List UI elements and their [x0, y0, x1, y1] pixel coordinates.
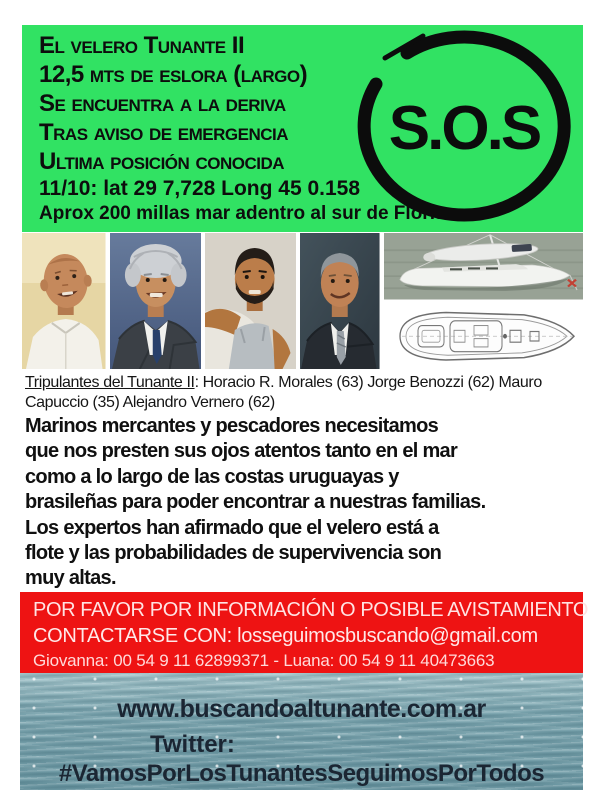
twitter-label: Twitter: [150, 731, 235, 758]
appeal-line: Los expertos han afirmado que el velero está a [25, 516, 439, 539]
alert-banner [22, 25, 583, 232]
crew-photo-3 [205, 233, 296, 369]
crew-caption-names: : Horacio R. Morales (63) Jorge Benozzi (62) Mauro Capuccio (35) Alejandro Vernero (62) [25, 374, 542, 411]
sea-footer [20, 673, 583, 790]
appeal-line: que nos presten sus ojos atentos tanto en el mar [25, 440, 458, 463]
appeal-line: Marinos mercantes y pescadores necesitamos [25, 415, 439, 437]
sos-ring-icon [353, 27, 575, 225]
crew-photo-1 [22, 233, 106, 369]
approx-distance-line: Aprox 200 millas mar adentro al sur de Floria [39, 203, 446, 224]
crew-caption-lead: Tripulantes del Tunante II [25, 374, 195, 391]
alert-headline-line: 12,5 mts de eslora (largo) [39, 61, 308, 88]
alert-headline [39, 31, 446, 226]
crew-photo-2 [110, 233, 201, 369]
last-position-line: 11/10: lat 29 7,728 Long 45 0.158 [39, 177, 361, 200]
contact-banner [20, 592, 588, 673]
crew-photo-row [22, 233, 583, 369]
appeal-line: muy altas. [25, 567, 116, 590]
alert-headline-line: Tras aviso de emergencia [39, 119, 289, 146]
boat-deck-plan [384, 303, 583, 370]
appeal-text [25, 414, 590, 592]
sailboat-photo [384, 233, 583, 300]
alert-headline-line: El velero Tunante II [39, 32, 245, 59]
alert-headline-line: Ultima posición conocida [39, 148, 285, 175]
sos-badge [353, 27, 575, 225]
campaign-hashtag: #VamosPorLosTunantesSeguimosPorTodos [58, 760, 545, 787]
alert-headline-line: Se encuentra a la deriva [39, 90, 286, 117]
crew-photo-4 [300, 233, 380, 369]
contact-phones-line: Giovanna: 00 54 9 11 62899371 - Luana: 00 54 9 11 40473663 [33, 651, 495, 670]
appeal-line: flote y las probabilidades de supervivencia son [25, 542, 442, 565]
boat-column [384, 233, 583, 369]
website-url: www.buscandoaltunante.com.ar [117, 695, 486, 723]
appeal-line: como a lo largo de las costas uruguayas y [25, 465, 399, 488]
contact-email-line: CONTACTARSE CON: losseguimosbuscando@gmail.com [33, 625, 538, 647]
sos-label: S.O.S [388, 94, 540, 163]
crew-caption [25, 373, 583, 413]
appeal-line: brasileñas para poder encontrar a nuestras familias. [25, 491, 486, 514]
contact-info-line: POR FAVOR POR INFORMACIÓN O POSIBLE AVISTAMIENTO [33, 599, 588, 621]
